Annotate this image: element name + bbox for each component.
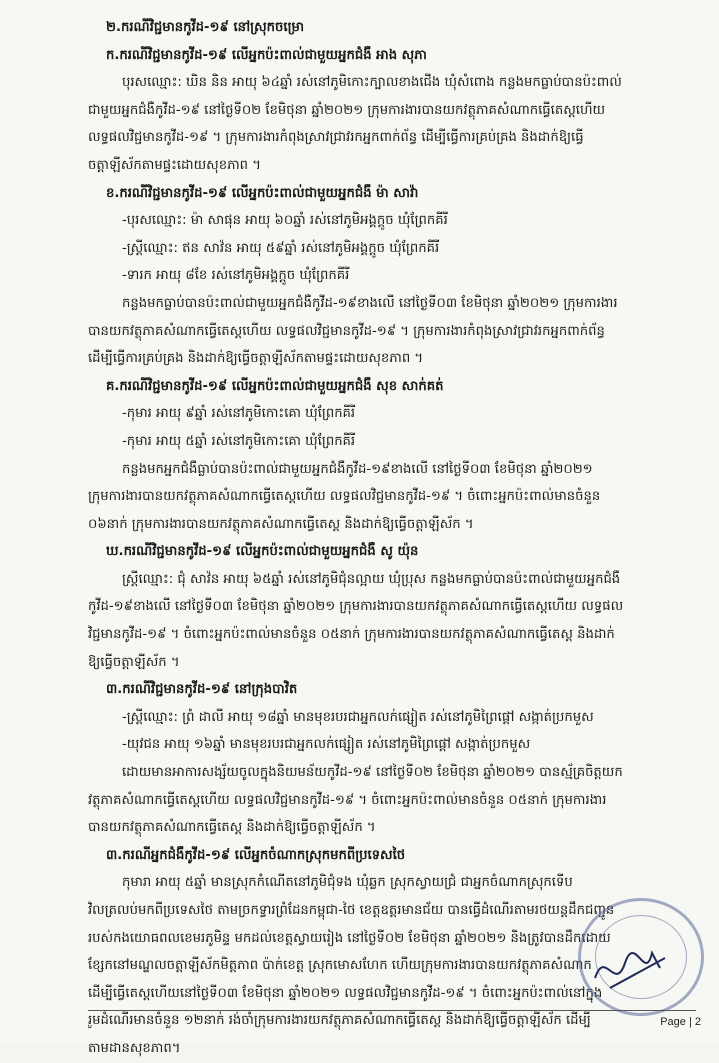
text-line: វត្ថុភាគសំណាកធ្វើតេស្តហើយ លទ្ធផលវិជ្ជមានកូវីដ-១៩ ។ ចំពោះអ្នកប៉ះពាល់មានចំនួន ០៥នាក់ ក្រុមការងារ xyxy=(88,792,607,808)
text-line: ស្ត្រីឈ្មោះ: ជុំ សាវ៉ន អាយុ ៦៥ឆ្នាំ រស់នៅភូមិជុំនល្អាយ ឃុំប្រុស កន្លងមកធ្លាប់បានប៉ះពាល់ជាមួយអ្នកជំងឺ xyxy=(122,571,621,587)
text-line: កុមារា អាយុ ៥ឆ្នាំ មានស្រុកកំណើតនៅភូមិជុំទង ឃុំឆ្លក ស្រុកស្វាយជ្រំ ជាអ្នកចំណាកស្រុកទើប xyxy=(122,875,573,891)
text-line: ០៦នាក់ ក្រុមការងារបានយកវត្ថុភាគសំណាកធ្វើតេស្ត និងដាក់ឱ្យធ្វើចត្តាឡីស័ក ។ xyxy=(88,516,474,532)
section-heading: ៣.ករណីវិជ្ជមានកូវីដ-១៩ នៅក្រុងបាវិត xyxy=(106,682,298,698)
section-heading: គ.ករណីវិជ្ជមានកូវីដ-១៩ លើអ្នកប៉ះពាល់ជាមួយអ្នកជំងឺ សុខ សាក់គត់ xyxy=(106,378,444,394)
text-line: -កុមារ អាយុ ៥ឆ្នាំ រស់នៅភូមិកោះគោ ឃុំព្រែកគីរី xyxy=(122,433,356,449)
text-line: ដើម្បីធ្វើតេស្តហើយនៅថ្ងៃទី០៣ ខែមិថុនា ឆ្នាំ២០២១ លទ្ធផលវិជ្ជមានកូវីដ-១៩ ។ ចំពោះអ្នកប៉ះពាល់នៅក្នុង xyxy=(88,985,603,1001)
section-heading: ២.ករណីវិជ្ជមានកូវីដ-១៩ នៅស្រុកចម្រោ xyxy=(106,20,305,35)
signature xyxy=(590,938,670,998)
text-line: -បុរសឈ្មោះ: ម៉ា សាផុន អាយុ ៦០ឆ្នាំ រស់នៅភូមិអង្គក្ដូច ឃុំព្រែកគីរី xyxy=(122,213,448,229)
text-line: កន្លងមកអ្នកជំងឺធ្លាប់បានប៉ះពាល់ជាមួយអ្នកជំងឺកូវីដ-១៩ខាងលើ នៅថ្ងៃទី០៣ ខែមិថុនា ឆ្នាំ២០២១ xyxy=(122,461,593,477)
text-line: -ទារក អាយុ ៨ខែ រស់នៅភូមិអង្គក្ដូច ឃុំព្រែកគីរី xyxy=(122,268,350,284)
text-line: របស់កងយោធពលខេមរភូមិន្ទ មកដល់ខេត្តស្វាយរៀង នៅថ្ងៃទី០២ ខែមិថុនា ឆ្នាំ២០២១ និងត្រូវបានដឹកដោយ xyxy=(88,930,611,946)
text-line: -យុវជន អាយុ ១៦ឆ្នាំ មានមុខរបរជាអ្នកលក់ផ្សៀត រស់នៅភូមិព្រៃផ្ដៅ សង្កាត់ប្រកមួស xyxy=(122,737,531,753)
text-line: -ស្ត្រីឈ្មោះ: ព្រំ ដាលី អាយុ ១៨ឆ្នាំ មានមុខរបរជាអ្នកលក់ផ្សៀត រស់នៅភូមិព្រៃផ្ដៅ សង្កាត់ប្រកមួស xyxy=(122,709,594,725)
text-line: កូវីដ-១៩ខាងលើ នៅថ្ងៃទី០៣ ខែមិថុនា ឆ្នាំ២០២១ ក្រុមការងារបានយកវត្ថុភាគសំណាកធ្វើតេស្តហើយ លទ្ធផល xyxy=(88,599,624,615)
text-line: តាមដានសុខភាព។ xyxy=(88,1040,181,1056)
section-heading: ៣.ករណីអ្នកជំងឺកូវីដ-១៩ លើអ្នកចំណាកស្រុកមកពីប្រទេសថៃ xyxy=(106,847,406,863)
text-line: -កុមារ អាយុ ៩ឆ្នាំ រស់នៅភូមិកោះគោ ឃុំព្រែកគីរី xyxy=(122,406,356,422)
footer-rule xyxy=(88,1010,696,1011)
text-line: ខ្សែកនៅមណ្ឌលចត្តាឡីស័កមិត្តភាព ប៉ាក់ខេត្ត ស្រុកមោសហែក ហើយក្រុមការងារបានយកវត្ថុភាគសំណាក xyxy=(88,958,592,974)
text-line: វិជ្ជមានកូវីដ-១៩ ។ ចំពោះអ្នកប៉ះពាល់មានចំនួន ០៥នាក់ ក្រុមការងារបានយកវត្ថុភាគសំណាកធ្វើតេស្ត និងដាក់ xyxy=(88,627,615,643)
text-line: រួមដំណើរមានចំនួន ១២នាក់ រង់ចាំក្រុមការងារយកវត្ថុភាគសំណាកធ្វើតេស្ត និងដាក់ឱ្យធ្វើចត្តាឡីស័ក ដើម្បី xyxy=(88,1013,591,1029)
text-line: បុរសឈ្មោះ: ឃិន និន អាយុ ៦៤ឆ្នាំ រស់នៅភូមិកោះក្បាលខាងជើង ឃុំសំពោង កន្លងមកធ្លាប់បានប៉ះពាល់ xyxy=(122,75,622,91)
text-line: -ស្ត្រីឈ្មោះ: ឥន សាវ៉ន អាយុ ៥៩ឆ្នាំ រស់នៅភូមិអង្គក្ដូច ឃុំព្រែកគីរី xyxy=(122,240,440,256)
section-heading: ឃ.ករណីវិជ្ជមានកូវីដ-១៩ លើអ្នកប៉ះពាល់ជាមួយអ្នកជំងឺ សូ យ៉ុន xyxy=(106,544,419,560)
text-line: បានយកវត្ថុភាគសំណាកធ្វើតេស្ត និងដាក់ឱ្យធ្វើចត្តាឡីស័ក ។ xyxy=(88,820,376,836)
page-number: Page | 2 xyxy=(660,1016,701,1028)
text-line: បានយកវត្ថុភាគសំណាកធ្វើតេស្តហើយ លទ្ធផលវិជ្ជមានកូវីដ-១៩ ។ ក្រុមការងារកំពុងស្រាវជ្រាវរកអ្នកពាក់ព័ន្ធ xyxy=(88,323,605,339)
document-body xyxy=(88,14,688,1063)
text-line: វិលត្រលប់មកពីប្រទេសថៃ តាមច្រកទ្វារព្រំដែនកម្ពុជា-ថៃ ខេត្តឧត្ដរមានជ័យ បានធ្វើដំណើរតាមរថយន្តដឹកជញ្ជូន xyxy=(88,903,615,918)
text-line: កន្លងមកធ្លាប់បានប៉ះពាល់ជាមួយអ្នកជំងឺកូវីដ-១៩ខាងលើ នៅថ្ងៃទី០៣ ខែមិថុនា ឆ្នាំ២០២១ ក្រុមការងារ xyxy=(122,295,618,311)
text-line: ក្រុមការងារបានយកវត្ថុភាគសំណាកធ្វើតេស្តហើយ លទ្ធផលវិជ្ជមានកូវីដ-១៩ ។ ចំពោះអ្នកប៉ះពាល់មានចំនួន xyxy=(88,489,601,505)
text-line: ជាមួយអ្នកជំងឺកូវីដ-១៩ នៅថ្ងៃទី០២ ខែមិថុនា ឆ្នាំ២០២១ ក្រុមការងារបានយកវត្ថុភាគសំណាកធ្វើតេស្តហើយ xyxy=(88,102,606,118)
section-heading: ខ.ករណីវិជ្ជមានកូវីដ-១៩ លើអ្នកប៉ះពាល់ជាមួយអ្នកជំងឺ ម៉ា សាវ៉ា xyxy=(106,185,419,201)
text-line: ឱ្យធ្វើចត្តាឡីស័ក ។ xyxy=(88,654,180,670)
text-line: លទ្ធផលវិជ្ជមានកូវីដ-១៩ ។ ក្រុមការងារកំពុងស្រាវជ្រាវរកអ្នកពាក់ព័ន្ធ ដើម្បីធ្វើការគ្រប់គ្រង និងដាក់ឱ្យធ្វើ xyxy=(88,130,584,146)
text-line: ដើម្បីធ្វើការគ្រប់គ្រង និងដាក់ឱ្យធ្វើចត្តាឡីស័កតាមផ្ទះដោយសុខភាព ។ xyxy=(88,351,424,367)
text-line: ចត្តាឡីស័កតាមផ្ទះដោយសុខភាព ។ xyxy=(88,157,261,173)
section-heading: ក.ករណីវិជ្ជមានកូវីដ-១៩ លើអ្នកប៉ះពាល់ជាមួយអ្នកជំងឺ អាង សុភា xyxy=(106,47,427,63)
text-line: ដោយមានអាការសង្ស័យចូលក្នុងនិយមន័យកូវីដ-១៩ នៅថ្ងៃទី០២ ខែមិថុនា ឆ្នាំ២០២១ បានស្ម័គ្រចិត្តយក xyxy=(122,765,623,781)
